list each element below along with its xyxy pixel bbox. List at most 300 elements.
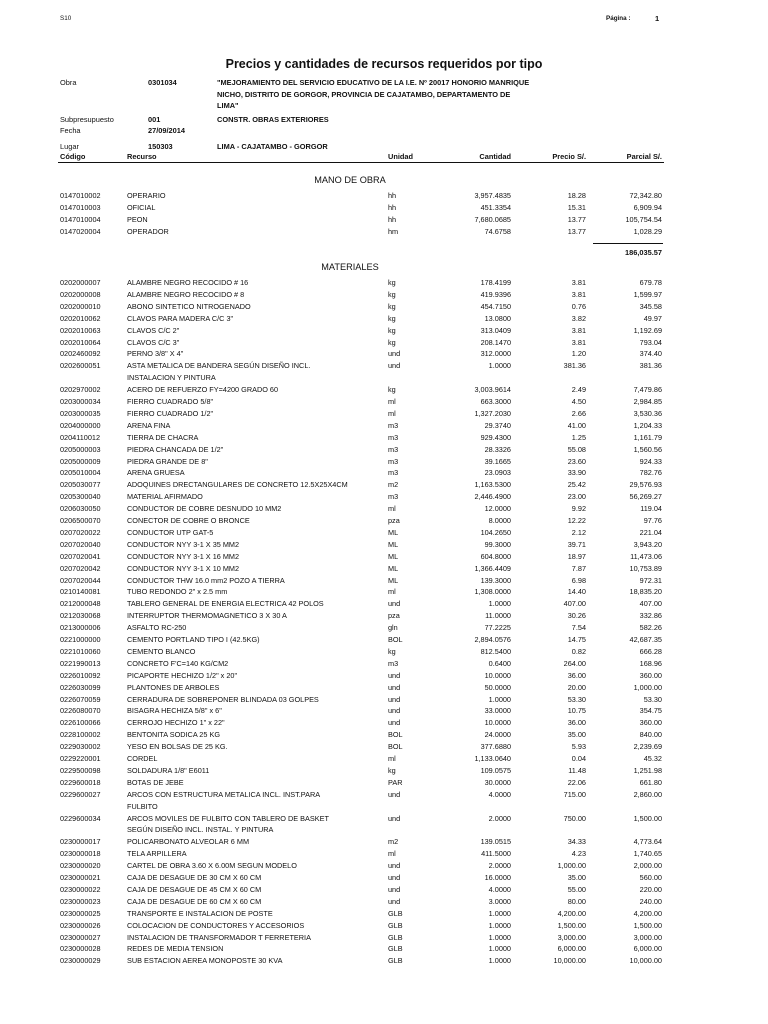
resource-unit: m3: [388, 444, 399, 454]
resource-code: 0207020044: [60, 575, 101, 585]
resource-price: 3,000.00: [557, 932, 586, 942]
resource-partial: 220.00: [639, 884, 662, 894]
resource-price: 41.00: [567, 420, 586, 430]
resource-unit: kg: [388, 337, 396, 347]
resource-name: CONDUCTOR NYY 3-1 X 16 MM2: [127, 551, 240, 561]
resource-price: 13.77: [567, 214, 586, 224]
resource-price: 5.93: [571, 742, 586, 752]
resource-name: OFICIAL: [127, 202, 156, 212]
resource-partial: 374.40: [639, 349, 662, 359]
resource-price: 381.36: [563, 361, 586, 371]
resource-quantity: 109.0575: [480, 765, 511, 775]
resource-partial: 49.97: [643, 313, 662, 323]
resource-quantity: 2.0000: [488, 813, 511, 823]
resource-name: ALAMBRE NEGRO RECOCIDO # 16: [127, 278, 249, 287]
resource-quantity: 13.0800: [484, 313, 511, 323]
resource-price: 14.40: [567, 587, 586, 597]
resource-price: 1.25: [571, 432, 586, 442]
resource-unit: ML: [388, 563, 399, 573]
resource-price: 55.00: [567, 884, 586, 894]
resource-price: 18.28: [567, 191, 586, 200]
resource-name: ACERO DE REFUERZO FY=4200 GRADO 60: [127, 385, 279, 395]
resource-partial: 1,000.00: [633, 682, 662, 692]
resource-quantity: 312.0000: [480, 349, 511, 359]
table-row: [0, 587, 768, 598]
resource-name: BOTAS DE JEBE: [127, 777, 184, 787]
resource-unit: m3: [388, 456, 399, 466]
resource-partial: 6,909.94: [633, 202, 662, 212]
resource-code: 0147010004: [60, 214, 101, 224]
table-row: [0, 647, 768, 658]
resource-name: CAJA DE DESAGUE DE 45 CM X 60 CM: [127, 884, 262, 894]
resource-quantity: 12.0000: [484, 504, 511, 514]
resource-partial: 97.76: [643, 516, 662, 525]
resource-quantity: 8.0000: [488, 516, 511, 525]
resource-name: CONDUCTOR NYY 3-1 X 35 MM2: [127, 539, 240, 549]
resource-name: CERROJO HECHIZO 1" x 22": [127, 718, 225, 728]
resource-price: 33.90: [567, 468, 586, 478]
resource-unit: GLB: [388, 956, 403, 966]
resource-partial: 793.04: [639, 337, 662, 347]
resource-price: 4.50: [571, 397, 586, 406]
resource-code: 0202600051: [60, 361, 101, 371]
resource-partial: 1,500.00: [633, 813, 662, 823]
resource-price: 80.00: [567, 896, 586, 906]
resource-code: 0221010060: [60, 646, 101, 656]
resource-price: 3.81: [571, 325, 586, 335]
resource-code: 0207020022: [60, 527, 101, 537]
resource-code: 0205000003: [60, 444, 101, 454]
resource-quantity: 1,327.2030: [474, 408, 511, 418]
lugar-description: LIMA - CAJATAMBO - GORGOR: [217, 142, 328, 151]
resource-code: 0221000000: [60, 635, 101, 644]
resource-partial: 72,342.80: [629, 191, 662, 200]
resource-price: 1,500.00: [557, 920, 586, 930]
table-row: [0, 659, 768, 670]
resource-quantity: 139.3000: [480, 575, 511, 585]
table-row: [0, 361, 768, 372]
resource-code: 0230000029: [60, 956, 101, 966]
resource-name: CERRADURA DE SOBREPONER BLINDADA 03 GOLPES: [127, 694, 319, 704]
resource-unit: ml: [388, 849, 396, 859]
resource-partial: 4,200.00: [633, 908, 662, 918]
table-row: [0, 227, 768, 238]
table-row: [0, 349, 768, 360]
table-row: [0, 504, 768, 515]
resource-quantity: 1,308.0000: [474, 587, 511, 597]
resource-price: 7.54: [571, 623, 586, 633]
resource-partial: 29,576.93: [629, 480, 662, 490]
resource-code: 0229600027: [60, 789, 101, 799]
resource-quantity: 1.0000: [488, 694, 511, 704]
resource-partial: 1,028.29: [633, 226, 662, 236]
resource-quantity: 208.1470: [480, 337, 511, 347]
resource-name: ASFALTO RC-250: [127, 623, 187, 633]
resource-code: 0205010004: [60, 468, 101, 478]
resource-quantity: 24.0000: [484, 730, 511, 740]
table-row: [0, 540, 768, 551]
resource-name: FIERRO CUADRADO 1/2": [127, 408, 214, 418]
resource-code: 0212000048: [60, 599, 101, 609]
resource-price: 1,000.00: [557, 861, 586, 871]
resource-code: 0207020042: [60, 563, 101, 573]
resource-partial: 221.04: [639, 527, 662, 537]
table-row: [0, 742, 768, 753]
resource-name: TIERRA DE CHACRA: [127, 432, 199, 442]
resource-partial: 2,000.00: [633, 861, 662, 871]
resource-quantity: 23.0903: [484, 468, 511, 478]
resource-name: CONECTOR DE COBRE O BRONCE: [127, 516, 250, 525]
resource-code: 0202010062: [60, 313, 101, 323]
resource-quantity: 11.0000: [485, 611, 511, 621]
resource-quantity: 3,003.9614: [474, 385, 511, 395]
resource-code: 0230000017: [60, 837, 101, 847]
resource-quantity: 1,163.5300: [474, 480, 511, 490]
resource-unit: ML: [388, 527, 399, 537]
resource-quantity: 2.0000: [488, 861, 511, 871]
page-number: 1: [655, 14, 660, 23]
fecha-label: Fecha: [60, 126, 81, 135]
table-row: [0, 492, 768, 503]
table-row: [0, 909, 768, 920]
resource-partial: 345.58: [639, 301, 662, 311]
resource-name: YESO EN BOLSAS DE 25 KG.: [127, 742, 228, 752]
resource-partial: 10,000.00: [629, 956, 662, 966]
resource-price: 15.31: [567, 202, 586, 212]
resource-unit: GLB: [388, 944, 403, 954]
lugar-code: 150303: [148, 142, 173, 151]
resource-code: 0203000035: [60, 408, 101, 418]
resource-price: 4,200.00: [557, 908, 586, 918]
resource-code: 0229600034: [60, 813, 101, 823]
resource-partial: 105,754.54: [625, 214, 662, 224]
table-row: [0, 944, 768, 955]
resource-partial: 1,251.98: [633, 765, 662, 775]
resource-partial: 1,192.69: [633, 325, 662, 335]
resource-partial: 3,530.36: [633, 408, 662, 418]
resource-name: POLICARBONATO ALVEOLAR 6 MM: [127, 837, 250, 847]
resource-code: 0202010064: [60, 337, 101, 347]
resource-name: PERNO 3/8" X 4": [127, 349, 184, 359]
resource-unit: m3: [388, 432, 399, 442]
resource-code: 0230000018: [60, 849, 101, 859]
resource-unit: ml: [388, 408, 396, 418]
resource-quantity: 77.2225: [484, 623, 511, 633]
column-header-parcial: Parcial S/.: [626, 152, 662, 161]
resource-name: CORDEL: [127, 754, 158, 763]
resource-partial: 840.00: [639, 730, 662, 740]
report-title: Precios y cantidades de recursos requeridos por tipo: [225, 57, 543, 71]
resource-unit: und: [388, 694, 401, 704]
resource-unit: m3: [388, 658, 399, 668]
table-row: [0, 730, 768, 741]
resource-partial: 18,835.20: [629, 587, 662, 597]
resource-code: 0229500098: [60, 765, 101, 775]
resource-code: 0226080070: [60, 706, 101, 716]
resource-price: 13.77: [567, 226, 586, 236]
resource-partial: 11,473.06: [630, 551, 662, 561]
resource-quantity: 313.0409: [480, 325, 511, 335]
resource-name: BENTONITA SODICA 25 KG: [127, 730, 220, 740]
table-row: [0, 421, 768, 432]
table-row: [0, 885, 768, 896]
resource-unit: und: [388, 861, 401, 871]
resource-price: 6,000.00: [557, 944, 586, 954]
resource-unit: pza: [388, 611, 400, 621]
resource-partial: 666.28: [639, 646, 662, 656]
resource-name-continuation: INSTALACION Y PINTURA: [127, 373, 216, 383]
table-row: [0, 468, 768, 479]
resource-name: ARENA FINA: [127, 420, 171, 430]
table-row: [0, 445, 768, 456]
resource-quantity: 39.1665: [484, 456, 511, 466]
resource-unit: BOL: [388, 635, 403, 644]
resource-unit: hh: [388, 191, 397, 200]
resource-price: 11.48: [568, 765, 586, 775]
resource-unit: BOL: [388, 742, 403, 752]
obra-description-line-2: NICHO, DISTRITO DE GORGOR, PROVINCIA DE CAJATAMBO, DEPARTAMENTO DE: [217, 90, 511, 99]
column-header-precio: Precio S/.: [552, 152, 586, 161]
resource-name: INTERRUPTOR THERMOMAGNETICO 3 X 30 A: [127, 611, 287, 621]
resource-code: 0230000020: [60, 861, 101, 871]
table-row: [0, 564, 768, 575]
resource-code: 0147010002: [60, 191, 101, 200]
table-row: [0, 457, 768, 468]
resource-name: REDES DE MEDIA TENSION: [127, 944, 224, 954]
resource-unit: ml: [388, 397, 396, 406]
resource-code: 0229600018: [60, 777, 101, 787]
resource-code: 0202000008: [60, 289, 101, 299]
resource-price: 1.20: [571, 349, 586, 359]
resource-unit: und: [388, 349, 401, 359]
resource-unit: m2: [388, 837, 399, 847]
resource-partial: 582.26: [639, 623, 662, 633]
resource-unit: pza: [388, 516, 400, 525]
resource-code: 0221990013: [60, 658, 101, 668]
resource-quantity: 929.4300: [480, 432, 511, 442]
resource-price: 0.76: [571, 301, 586, 311]
resource-name: TRANSPORTE E INSTALACION DE POSTE: [127, 908, 273, 918]
resource-partial: 10,753.89: [629, 563, 662, 573]
resource-price: 3.81: [571, 278, 586, 287]
resource-partial: 168.96: [639, 658, 662, 668]
table-row: [0, 314, 768, 325]
resource-price: 36.00: [567, 718, 586, 728]
table-row: [0, 397, 768, 408]
resource-partial: 2,860.00: [633, 789, 662, 799]
resource-price: 35.00: [567, 873, 586, 882]
resource-unit: kg: [388, 325, 396, 335]
resource-quantity: 3,957.4835: [474, 191, 511, 200]
table-row: [0, 516, 768, 527]
resource-partial: 119.04: [640, 504, 662, 514]
resource-unit: hh: [388, 214, 397, 224]
resource-unit: kg: [388, 313, 396, 323]
resource-unit: und: [388, 670, 401, 680]
resource-name: ADOQUINES DRECTANGULARES DE CONCRETO 12.5X25X4CM: [127, 480, 348, 490]
resource-unit: kg: [388, 278, 396, 287]
resource-partial: 332.86: [639, 611, 662, 621]
section-title-mano-de-obra: MANO DE OBRA: [314, 175, 386, 185]
table-row: [0, 635, 768, 646]
mano-de-obra-subtotal: 186,035.57: [625, 248, 662, 257]
resource-quantity: 33.0000: [484, 706, 511, 716]
column-header-codigo: Código: [60, 152, 86, 161]
subtotal-divider: [593, 243, 663, 244]
resource-quantity: 1,366.4409: [474, 563, 511, 573]
resource-partial: 2,239.69: [633, 742, 662, 752]
table-row: [0, 861, 768, 872]
resource-price: 9.92: [571, 504, 586, 514]
resource-code: 0207020040: [60, 539, 101, 549]
resource-name: CONDUCTOR UTP GAT-5: [127, 527, 214, 537]
resource-name-continuation: FULBITO: [127, 801, 158, 811]
resource-code: 0204110012: [60, 432, 101, 442]
resource-price: 55.08: [567, 444, 586, 454]
table-row: [0, 552, 768, 563]
resource-name: ARCOS CON ESTRUCTURA METALICA INCL. INST.PARA: [127, 789, 321, 799]
resource-unit: und: [388, 599, 401, 609]
resource-partial: 4,773.64: [633, 837, 662, 847]
table-row: [0, 528, 768, 539]
resource-name: SOLDADURA 1/8" E6011: [127, 765, 210, 775]
resource-quantity: 7,680.0685: [474, 214, 511, 224]
resource-quantity: 1.0000: [488, 908, 511, 918]
resource-partial: 7,479.86: [633, 385, 662, 395]
resource-quantity: 1.0000: [488, 361, 511, 371]
resource-quantity: 1.0000: [488, 944, 511, 954]
resource-quantity: 0.6400: [488, 658, 511, 668]
resource-price: 53.30: [567, 694, 586, 704]
resource-price: 23.60: [567, 456, 586, 466]
resource-name: CLAVOS C/C 2": [127, 325, 180, 335]
resource-code: 0230000026: [60, 920, 101, 930]
resource-quantity: 1.0000: [488, 956, 511, 966]
resource-name: PIEDRA CHANCADA DE 1/2": [127, 444, 224, 454]
resource-unit: PAR: [388, 777, 403, 787]
resource-code: 0147020004: [60, 226, 101, 236]
resource-name: OPERADOR: [127, 226, 169, 236]
resource-quantity: 50.0000: [484, 682, 511, 692]
resource-code: 0205000009: [60, 456, 101, 466]
subpresupuesto-description: CONSTR. OBRAS EXTERIORES: [217, 115, 329, 124]
table-row: [0, 790, 768, 801]
fecha-value: 27/09/2014: [148, 126, 185, 135]
resource-quantity: 1.0000: [488, 599, 511, 609]
resource-partial: 45.32: [643, 754, 662, 763]
resource-name-continuation: SEGÚN DISEÑO INCL. INSTAL. Y PINTURA: [127, 825, 274, 835]
resource-name: CAJA DE DESAGUE DE 60 CM X 60 CM: [127, 896, 262, 906]
resource-partial: 407.00: [639, 599, 662, 609]
resource-partial: 240.00: [639, 896, 662, 906]
resource-partial: 1,599.97: [633, 289, 662, 299]
resource-partial: 381.36: [639, 361, 662, 371]
resource-name: ABONO SINTETICO NITROGENADO: [127, 301, 251, 311]
resource-unit: kg: [388, 301, 396, 311]
resource-unit: und: [388, 706, 401, 716]
resource-code: 0205030077: [60, 480, 101, 490]
resource-unit: ML: [388, 575, 399, 585]
resource-quantity: 16.0000: [484, 873, 511, 882]
lugar-label: Lugar: [60, 142, 79, 151]
table-row: [0, 576, 768, 587]
table-row: [0, 814, 768, 825]
resource-price: 3.81: [571, 337, 586, 347]
table-row: [0, 754, 768, 765]
resource-quantity: 3.0000: [488, 896, 511, 906]
table-row: [0, 671, 768, 682]
resource-quantity: 4.0000: [488, 884, 511, 894]
resource-unit: und: [388, 884, 401, 894]
table-row: [0, 409, 768, 420]
table-row: [0, 623, 768, 634]
resource-price: 0.04: [571, 754, 586, 763]
resource-partial: 661.80: [639, 777, 662, 787]
resource-price: 3.81: [571, 289, 586, 299]
system-label: S10: [60, 15, 72, 22]
resource-quantity: 1.0000: [488, 932, 511, 942]
resource-name: CONDUCTOR THW 16.0 mm2 POZO A TIERRA: [127, 575, 285, 585]
resource-partial: 972.31: [639, 575, 662, 585]
resource-quantity: 29.3740: [484, 420, 511, 430]
table-row: [0, 338, 768, 349]
column-header-recurso: Recurso: [127, 152, 157, 161]
resource-quantity: 30.0000: [484, 777, 511, 787]
table-row: [0, 706, 768, 717]
section-title-materiales: MATERIALES: [321, 262, 379, 272]
resource-partial: 3,000.00: [633, 932, 662, 942]
resource-code: 0230000028: [60, 944, 101, 954]
resource-partial: 6,000.00: [633, 944, 662, 954]
table-row: [0, 921, 768, 932]
resource-name: ARCOS MOVILES DE FULBITO CON TABLERO DE BASKET: [127, 813, 329, 823]
resource-partial: 1,204.33: [633, 420, 662, 430]
resource-unit: m3: [388, 468, 399, 478]
resource-code: 0226070059: [60, 694, 101, 704]
resource-name: OPERARIO: [127, 191, 166, 200]
resource-partial: 3,943.20: [633, 539, 662, 549]
resource-price: 7.87: [571, 563, 586, 573]
resource-code: 0207020041: [60, 551, 101, 561]
resource-price: 14.75: [567, 635, 586, 644]
resource-unit: GLB: [388, 932, 403, 942]
subpresupuesto-code: 001: [148, 115, 161, 124]
resource-quantity: 411.5000: [481, 849, 511, 859]
resource-price: 30.26: [567, 611, 586, 621]
resource-quantity: 812.5400: [480, 646, 511, 656]
resource-quantity: 2,446.4900: [474, 492, 511, 502]
resource-quantity: 139.0515: [480, 837, 511, 847]
resource-unit: und: [388, 873, 401, 882]
resource-unit: hh: [388, 202, 397, 212]
resource-quantity: 451.3354: [480, 202, 511, 212]
resource-code: 0230000021: [60, 873, 101, 882]
resource-partial: 56,269.27: [629, 492, 662, 502]
subpresupuesto-label: Subpresupuesto: [60, 115, 114, 124]
resource-name: PIEDRA GRANDE DE 8": [127, 456, 208, 466]
resource-name: ALAMBRE NEGRO RECOCIDO # 8: [127, 289, 245, 299]
resource-code: 0210140081: [60, 587, 101, 597]
obra-description-line-3: LIMA": [217, 101, 239, 110]
resource-partial: 360.00: [639, 718, 662, 728]
page-label: Página :: [606, 15, 631, 22]
resource-quantity: 1.0000: [488, 920, 511, 930]
resource-name: CEMENTO BLANCO: [127, 646, 196, 656]
resource-code: 0230000022: [60, 884, 101, 894]
resource-price: 6.98: [571, 575, 586, 585]
resource-unit: kg: [388, 765, 396, 775]
obra-label: Obra: [60, 78, 77, 87]
